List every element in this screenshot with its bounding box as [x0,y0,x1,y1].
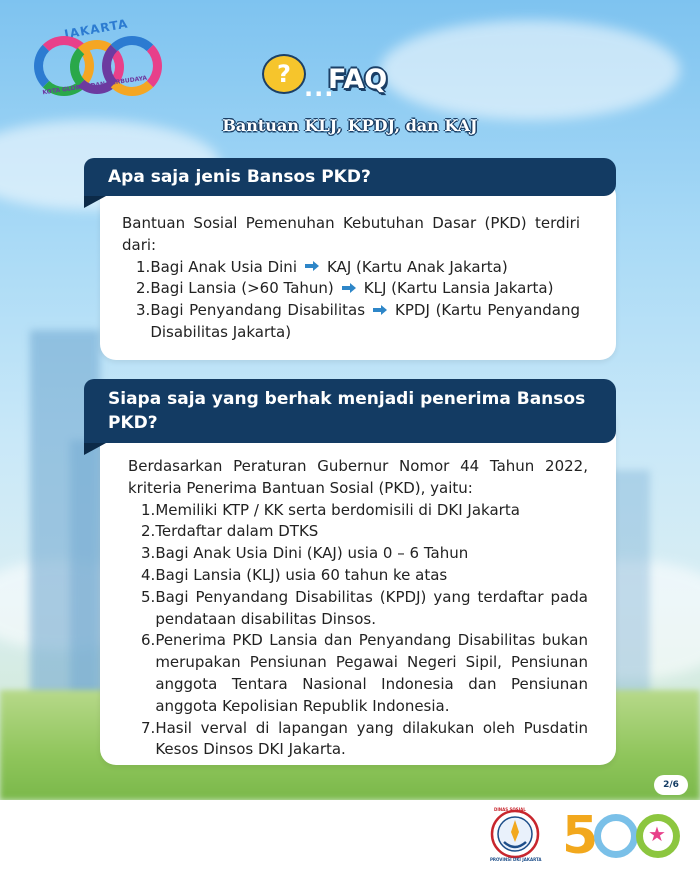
list-item [128,521,588,543]
list-item-number: 2. [141,522,156,541]
list-item-number: 7. [141,718,156,737]
list-item-to: KPDJ (Kartu Penyandang Disabilitas Jakarta) [150,301,580,341]
logo-500-digit: 5 [562,806,599,866]
list-item-number: 1. [141,500,156,519]
logo-ring [102,36,162,96]
list-item [128,500,588,522]
seal-text-top: DINAS SOSIAL [494,807,526,812]
star-icon: ★ [648,822,666,846]
list-item-text [150,257,580,279]
jakarta-logo [28,16,154,98]
list-item-number: 3. [136,301,151,320]
list-item [128,630,588,717]
faq-title: FAQ [328,64,388,95]
answer-1-intro: Bantuan Sosial Pemenuhan Kebutuhan Dasar (PKD) terdiri dari: [122,214,580,254]
answer-2-body [128,456,588,761]
list-item-text: Memiliki KTP / KK serta berdomisili di DKI Jakarta [155,500,520,519]
list-item-text: Bagi Anak Usia Dini (KAJ) usia 0 – 6 Tahun [155,544,469,563]
jakarta-500-logo [562,808,684,868]
list-item-number: 1. [136,257,151,276]
answer-1-body [122,213,580,344]
arrow-right-icon [373,305,387,315]
seal-emblem-icon [490,808,540,864]
question-banner-2 [84,379,616,443]
list-item-from: Bagi Lansia (>60 Tahun) [150,279,334,298]
list-item-to: KAJ (Kartu Anak Jakarta) [326,257,508,276]
list-item-to: KLJ (Kartu Lansia Jakarta) [363,279,554,298]
dinsos-seal-logo [490,808,540,864]
list-item [122,278,580,300]
seal-text-bottom: PROVINSI DKI JAKARTA [490,857,542,862]
cloud [380,20,680,120]
list-item-text [150,278,580,300]
list-item [128,718,588,762]
question-1-text: Apa saja jenis Bansos PKD? [108,167,371,187]
list-item [122,257,580,279]
list-item-number: 4. [141,565,156,584]
list-item-text: Bagi Lansia (KLJ) usia 60 tahun ke atas [155,565,448,584]
list-item-text: Hasil verval di lapangan yang dilakukan oleh Pusdatin Kesos Dinsos DKI Jakarta. [155,718,588,759]
list-item [128,543,588,565]
page-subtitle: Bantuan KLJ, KPDJ, dan KAJ [222,116,478,135]
list-item [128,565,588,587]
arrow-right-icon [305,261,319,271]
answer-1-list [122,257,580,344]
faq-heading [262,50,412,110]
page-indicator: 2/6 [654,775,688,795]
list-item [128,587,588,631]
list-item-number: 5. [141,587,156,606]
list-item [122,300,580,344]
list-item-number: 6. [141,631,156,650]
question-2-text: Siapa saja yang berhak menjadi penerima Bansos PKD? [108,389,586,433]
list-item-from: Bagi Penyandang Disabilitas [150,301,366,320]
list-item-number: 2. [136,279,151,298]
list-item-number: 3. [141,544,156,563]
list-item-text: Bagi Penyandang Disabilitas (KPDJ) yang terdaftar pada pendataan disabilitas Dinsos. [155,587,588,628]
answer-2-intro: Berdasarkan Peraturan Gubernur Nomor 44 Tahun 2022, kriteria Penerima Bantuan Sosial (PKD), yaitu: [128,457,588,497]
jakarta-logo-caption: KOTA GLOBAL DAN BERBUDAYA [42,74,148,97]
answer-2-list [128,500,588,762]
ellipsis-decoration: ... [304,74,335,102]
jakarta-logo-word: JAKARTA [63,16,130,42]
arrow-right-icon [342,283,356,293]
list-item-from: Bagi Anak Usia Dini [150,257,297,276]
question-bubble-icon: ? [262,54,306,94]
logo-500-ring [594,814,638,858]
question-banner-1 [84,158,616,196]
list-item-text: Penerima PKD Lansia dan Penyandang Disabilitas bukan merupakan Pensiunan Pegawai Negeri Sipil, Pensiunan anggota Tentara Nasional Indonesia dan Pensiunan anggota Kepolisian Republik Indonesia. [155,631,588,715]
list-item-text: Terdaftar dalam DTKS [155,522,319,541]
list-item-text [150,300,580,344]
